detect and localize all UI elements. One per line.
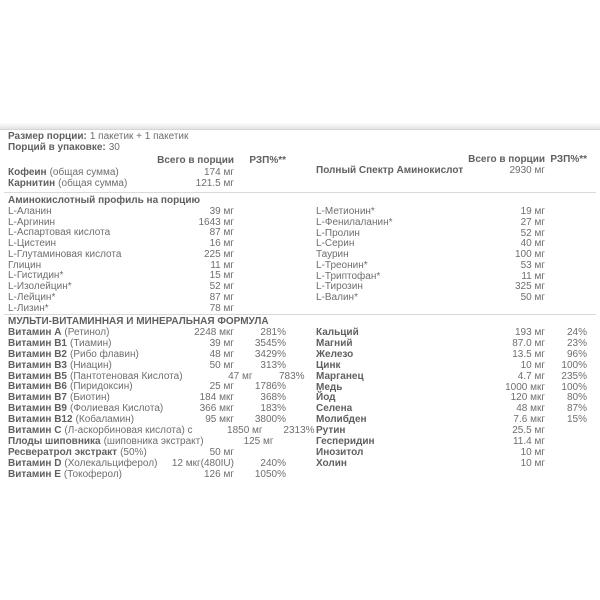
row-name: L-Аргинин — [8, 216, 55, 228]
row-amount: 48 мг — [209, 348, 234, 360]
amount-column-header: Всего в порции — [157, 155, 234, 167]
row-name: Полный Спектр Аминокислот — [316, 165, 464, 177]
row-name: Цинк — [316, 359, 341, 371]
row-amount: 1850 мг — [227, 425, 263, 437]
row-amount: 10 мг — [520, 446, 545, 458]
row-amount: 11 мг — [210, 259, 234, 271]
row-name: L-Цистеин — [8, 238, 57, 249]
row-paren: (Фолиевая Кислота) — [69, 403, 164, 415]
rzp-column-header: РЗП%** — [249, 155, 286, 167]
column-header-row — [316, 154, 587, 165]
row-amount: 39 мг — [209, 205, 234, 217]
row-amount: 53 мг — [520, 259, 545, 271]
row-name: Витамин B9 — [8, 403, 67, 415]
row-rzp: 15% — [566, 414, 587, 426]
row-name: L-Пролин — [316, 227, 360, 239]
row-amount: 325 мг — [515, 281, 545, 293]
row-name: L-Тирозин — [316, 281, 363, 293]
row-amount: 40 мг — [520, 238, 545, 250]
section-divider — [4, 314, 596, 315]
row-amount: 126 мг — [204, 468, 234, 480]
servings-per-pack-label: Порций в упаковке: — [8, 142, 106, 154]
row-name: Витамин D — [8, 457, 62, 469]
table-row — [8, 250, 286, 261]
row-name: Магний — [316, 337, 353, 349]
row-rzp: 80% — [566, 392, 587, 404]
servings-per-pack — [8, 142, 286, 153]
row-amount: 1643 мг — [198, 216, 234, 228]
row-name: L-Лейцин* — [8, 291, 56, 303]
row-amount: 193 мг — [515, 327, 545, 338]
row-paren: (Л-аскорбиновая кислота) с — [64, 425, 193, 437]
table-row — [8, 207, 286, 218]
row-amount: 52 мг — [520, 227, 545, 239]
row-name: Кальций — [316, 327, 359, 338]
table-row — [316, 239, 587, 250]
row-rzp: 1050% — [254, 468, 286, 480]
table-row — [8, 293, 286, 304]
row-paren: (Биотин) — [69, 392, 110, 404]
row-name: Гесперидин — [316, 436, 375, 448]
row-name: Витамин A — [8, 326, 62, 338]
row-paren: (общая сумма) — [49, 166, 119, 178]
row-amount: 1000 мкг — [505, 381, 545, 393]
row-name: L-Метионин* — [316, 206, 375, 217]
row-amount: 2248 мкг — [194, 326, 234, 338]
row-amount: 174 мг — [204, 166, 234, 178]
table-row — [316, 383, 587, 394]
row-name: Витамин B5 — [8, 370, 67, 382]
table-row — [316, 415, 587, 426]
row-name: L-Глутаминовая кислота — [8, 248, 122, 260]
row-name: Медь — [316, 381, 343, 393]
row-name: Рутин — [316, 425, 346, 437]
serving-size — [8, 131, 286, 142]
row-amount: 16 мг — [209, 238, 234, 249]
totals-right-rows — [316, 165, 587, 176]
row-amount: 47 мг — [228, 370, 253, 382]
row-paren: (Пиридоксин) — [69, 381, 133, 393]
row-rzp: 3545% — [254, 337, 286, 349]
row-paren: (Рибо флавин) — [69, 348, 139, 360]
row-name: Йод — [316, 392, 336, 404]
column-header-row — [8, 155, 286, 166]
row-rzp: 368% — [260, 392, 286, 404]
amount-column-header: Всего в порции — [468, 154, 545, 165]
serving-size-label: Размер порции: — [8, 131, 87, 142]
row-amount: 184 мкг — [199, 392, 234, 404]
row-paren: (Кобаламин) — [75, 414, 135, 426]
row-rzp: 240% — [260, 457, 286, 469]
row-name: L-Аланин — [8, 205, 52, 217]
row-name: L-Фенилаланин* — [316, 216, 393, 228]
row-amount: 39 мг — [209, 337, 234, 349]
row-rzp: 100% — [561, 359, 587, 371]
row-rzp: 3800% — [254, 414, 286, 426]
row-amount: 95 мкг — [205, 414, 234, 426]
serving-and-totals-left — [8, 131, 286, 189]
row-rzp: 23% — [566, 337, 587, 349]
row-name: Молибден — [316, 414, 367, 426]
row-paren: (Пантотеновая Кислота) — [69, 370, 183, 382]
row-name: Витамин B12 — [8, 414, 73, 426]
vitamins-left — [8, 316, 315, 481]
row-rzp: 87% — [566, 403, 587, 415]
row-name: Витамин C — [8, 425, 62, 437]
row-name: L-Валин* — [316, 292, 358, 303]
vitamins-left-rows — [8, 326, 315, 481]
row-paren: (Тиамин) — [69, 337, 112, 349]
row-name: Витамин B1 — [8, 337, 67, 349]
table-row — [316, 328, 587, 339]
row-rzp: 24% — [566, 327, 587, 338]
row-amount: 78 мг — [209, 302, 234, 314]
row-amount: 25 мг — [209, 381, 234, 393]
servings-per-pack-value: 30 — [108, 142, 120, 154]
table-row — [316, 261, 587, 272]
row-name: L-Триптофан* — [316, 270, 381, 282]
row-name: Витамин B3 — [8, 359, 67, 371]
row-amount: 121.5 мг — [195, 177, 234, 189]
row-paren: (Холекальциферол) — [64, 457, 158, 469]
minerals-right-rows — [316, 328, 587, 470]
row-amount: 10 мг — [520, 457, 545, 469]
row-paren: (Ниацин) — [69, 359, 112, 371]
row-amount: 366 мкг — [199, 403, 234, 415]
row-paren: (общая сумма) — [58, 177, 128, 189]
row-amount: 7.6 мкг — [513, 414, 545, 426]
row-name: Витамин B2 — [8, 348, 67, 360]
serving-size-row — [8, 131, 286, 142]
row-amount: 13.5 мг — [512, 348, 545, 360]
top-divider-band — [0, 123, 600, 130]
table-row — [316, 218, 587, 229]
table-row — [316, 393, 587, 404]
row-paren: (шиповника экстракт) — [103, 435, 204, 447]
vitamins-section-header: МУЛЬТИ-ВИТАМИННАЯ И МИНЕРАЛЬНАЯ ФОРМУЛА — [8, 316, 269, 327]
row-paren: (Ретинол) — [64, 326, 110, 338]
table-row — [8, 470, 286, 481]
row-rzp: 783% — [278, 370, 305, 382]
row-amount: 19 мг — [520, 206, 545, 217]
row-amount: 120 мкг — [510, 392, 545, 404]
amino-right-rows — [316, 207, 587, 304]
row-paren: (Токоферол) — [63, 468, 122, 480]
row-amount: 125 мг — [243, 435, 274, 447]
row-rzp: 96% — [566, 348, 587, 360]
row-amount: 48 мкг — [516, 403, 545, 415]
row-name: L-Лизин* — [8, 302, 49, 314]
row-name: Глицин — [8, 259, 42, 271]
row-rzp: 313% — [260, 359, 286, 371]
row-amount: 25.5 мг — [512, 425, 545, 437]
row-rzp: 2313% — [283, 425, 315, 437]
row-rzp: 100% — [561, 381, 587, 393]
row-amount: 50 мг — [520, 292, 545, 303]
table-row — [316, 229, 587, 240]
table-row — [8, 167, 286, 178]
amino-profile-right — [316, 207, 587, 304]
table-row — [316, 339, 587, 350]
serving-and-totals-right — [316, 154, 587, 176]
table-row — [316, 459, 587, 470]
row-name: Карнитин — [8, 177, 56, 189]
table-row — [8, 304, 286, 315]
row-name: Инозитол — [316, 446, 364, 458]
table-row — [316, 293, 587, 304]
row-amount: 50 мг — [209, 359, 234, 371]
row-name: Кофеин — [8, 166, 47, 178]
table-row — [8, 178, 286, 189]
row-name: L-Серин — [316, 238, 355, 250]
row-amount: 87.0 мг — [512, 337, 545, 349]
row-name: Холин — [316, 457, 347, 469]
row-amount: 2930 мг — [509, 165, 545, 177]
row-paren: (50%) — [120, 446, 147, 458]
row-rzp: 235% — [561, 370, 587, 382]
row-name: Витамин E — [8, 468, 61, 480]
row-amount: 225 мг — [204, 248, 234, 260]
table-row — [316, 448, 587, 459]
rzp-column-header: РЗП%** — [550, 154, 587, 165]
row-name: Марганец — [316, 370, 364, 382]
row-name: Витамин B6 — [8, 381, 67, 393]
row-amount: 50 мг — [209, 446, 234, 458]
minerals-right — [316, 328, 587, 470]
row-name: L-Аспартовая кислота — [8, 227, 111, 239]
row-name: Железо — [316, 348, 354, 360]
row-amount: 11 мг — [521, 270, 545, 282]
row-rzp: 281% — [260, 326, 286, 338]
serving-size-value: 1 пакетик + 1 пакетик — [89, 131, 189, 142]
servings-per-pack-row — [8, 142, 286, 153]
row-amount: 87 мг — [209, 291, 234, 303]
row-amount: 87 мг — [209, 227, 234, 239]
row-name: Ресвератрол экстракт — [8, 446, 118, 458]
row-rzp: 183% — [260, 403, 286, 415]
row-name: Селена — [316, 403, 353, 415]
amino-section-header: Аминокислотный профиль на порцию — [8, 195, 201, 206]
row-name: L-Треонин* — [316, 259, 368, 271]
row-amount: 52 мг — [209, 281, 234, 292]
table-row — [316, 350, 587, 361]
row-amount: 15 мг — [209, 270, 234, 282]
row-amount: 4.7 мг — [517, 370, 545, 382]
section-divider — [4, 192, 596, 193]
row-amount: 100 мг — [515, 249, 545, 260]
row-name: Витамин B7 — [8, 392, 67, 404]
row-name: Таурин — [316, 249, 349, 260]
amino-left-rows — [8, 207, 286, 315]
row-name: Плоды шиповника — [8, 435, 101, 447]
amino-profile-left — [8, 196, 286, 314]
row-amount: 12 мкг(480IU) — [171, 457, 234, 469]
table-row — [316, 165, 587, 176]
row-name: L-Гистидин* — [8, 270, 64, 282]
row-amount: 10 мг — [520, 359, 545, 371]
totals-left-rows — [8, 167, 286, 189]
row-amount: 11.4 мг — [512, 436, 545, 448]
row-name: L-Изолейцин* — [8, 281, 72, 292]
row-amount: 27 мг — [520, 216, 545, 228]
row-rzp: 1786% — [254, 381, 286, 393]
table-row — [316, 372, 587, 383]
row-rzp: 3429% — [254, 348, 286, 360]
